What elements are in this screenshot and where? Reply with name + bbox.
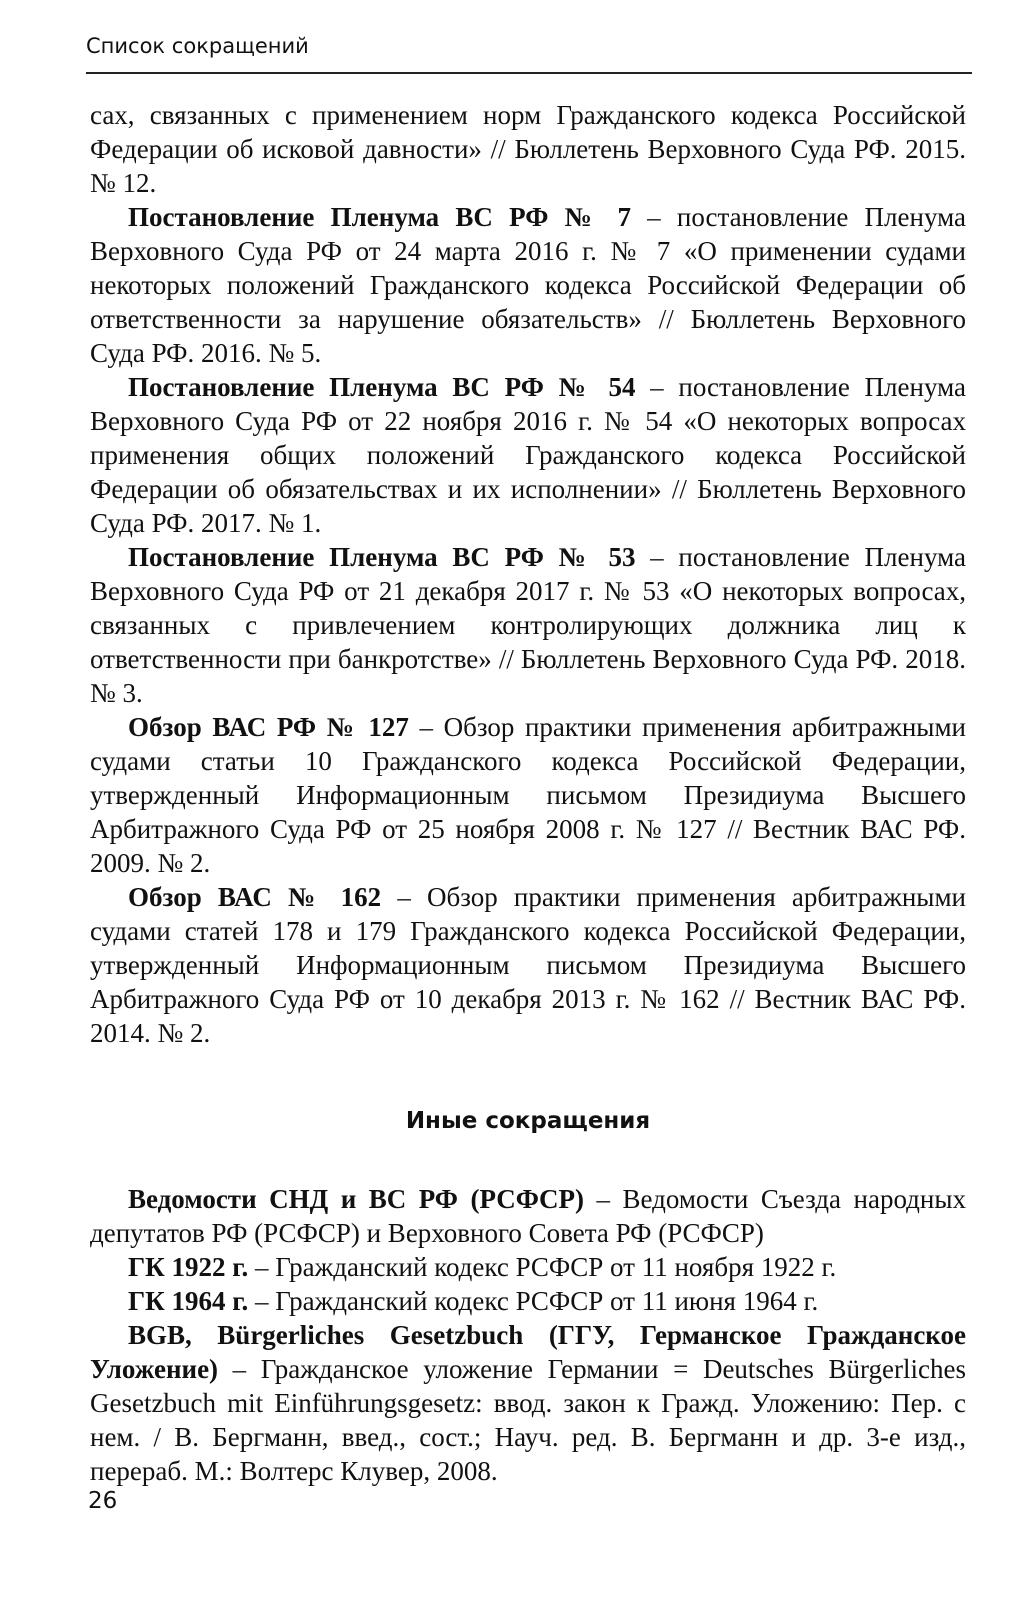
abbreviation-entry	[90, 370, 966, 540]
page-number: 26	[88, 1488, 118, 1514]
entry-text: – Ведомости Съезда народных депутатов РФ (РСФСР) и Верховного Совета РФ (РСФСР)	[90, 1184, 967, 1248]
abbreviation-entry	[90, 710, 966, 880]
section-heading: Иные сокращения	[405, 1108, 651, 1134]
continuation-paragraph: сах, связанных с применением норм Гражданского кодекса Российской Федерации об исковой давности» // Бюллетень Верховного Суда РФ. 2015. № 12.	[90, 100, 966, 198]
entry-text: – Гражданское уложение Германии = Deutsches Bürgerliches Gesetzbuch mit Einführungsgesetz: ввод. закон к Гражд. Уложению: Пер. с нем. / В. Бергманн, введ., сост.; Науч. ред. В. Бергманн и др. 3-е изд., перераб. М.: Волтерс Клувер, 2008.	[90, 1354, 966, 1486]
abbreviation-entry	[90, 200, 966, 370]
running-title: Список сокращений	[86, 34, 309, 58]
abbreviation-entry	[90, 1318, 966, 1488]
entry-text: – постановление Пленума Верховного Суда РФ от 22 ноября 2016 г. № 54 «О некоторых вопросах применения общих положений Гражданского кодекса Российской Федерации об обязательствах и их исполнении» // Бюллетень Верховного Суда РФ. 2017. № 1.	[90, 372, 966, 538]
abbreviation-entry	[90, 1182, 966, 1250]
abbreviation-entry	[90, 880, 966, 1050]
entry-term: Обзор ВАС РФ № 127	[128, 712, 409, 742]
entry-text: – Гражданский кодекс РСФСР от 11 июня 1964 г.	[248, 1286, 819, 1316]
entry-text: – постановление Пленума Верховного Суда РФ от 24 марта 2016 г. № 7 «О применении судами некоторых положений Гражданского кодекса Российской Федерации об ответственности за нарушение обязательств» // Бюллетень Верховного Суда РФ. 2016. № 5.	[90, 202, 966, 368]
entry-term: Ведомости СНД и ВС РФ (РСФСР)	[128, 1184, 584, 1214]
entry-term: Постановление Пленума ВС РФ № 54	[128, 372, 636, 402]
entry-term: ГК 1964 г.	[128, 1286, 249, 1316]
abbreviation-entry	[90, 1250, 966, 1284]
entry-term: Постановление Пленума ВС РФ № 7	[128, 202, 631, 232]
entry-term: BGB, Bürgerliches Gesetzbuch (ГГУ, Германское Гражданское Уложение)	[90, 1320, 966, 1384]
entry-term: Постановление Пленума ВС РФ № 53	[128, 542, 636, 572]
entry-text: – Обзор практики применения арбитражными судами статьи 10 Гражданского кодекса Российской Федерации, утвержденный Информационным письмом Президиума Высшего Арбитражного Суда РФ от 25 ноября 2008 г. № 127 // Вестник ВАС РФ. 2009. № 2.	[90, 712, 966, 878]
entry-term: Обзор ВАС № 162	[128, 882, 382, 912]
entry-text: – Обзор практики применения арбитражными судами статей 178 и 179 Гражданского кодекса Российской Федерации, утвержденный Информационным письмом Президиума Высшего Арбитражного Суда РФ от 10 декабря 2013 г. № 162 // Вестник ВАС РФ. 2014. № 2.	[90, 882, 966, 1048]
abbreviation-entry	[90, 1284, 966, 1318]
entry-text: – постановление Пленума Верховного Суда РФ от 21 декабря 2017 г. № 53 «О некоторых вопросах, связанных с привлечением контролирующих должника лиц к ответственности при банкротстве» // Бюллетень Верховного Суда РФ. 2018. № 3.	[90, 542, 966, 708]
page-body	[90, 98, 966, 1488]
header-rule	[86, 72, 972, 74]
entry-term: ГК 1922 г.	[128, 1252, 249, 1282]
abbreviation-entry	[90, 540, 966, 710]
entry-text: – Гражданский кодекс РСФСР от 11 ноября 1922 г.	[248, 1252, 837, 1282]
